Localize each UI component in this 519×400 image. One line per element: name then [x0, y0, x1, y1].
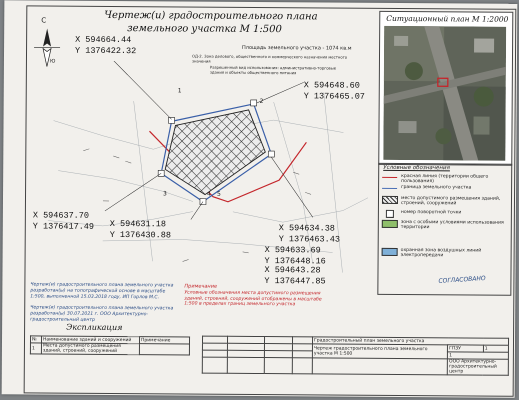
point-label: 5	[217, 190, 221, 198]
plan-sheet	[2, 0, 518, 398]
legend-item-label: граница земельного участка	[401, 184, 472, 191]
table-row	[30, 343, 189, 355]
legend-item-label: место допустимого размещения зданий, строений, сооружений	[400, 195, 501, 207]
permitted-use-label: Разрешенный вид использования: административно-торговые здания и объекты общественного питания	[209, 64, 337, 76]
title-block	[202, 336, 509, 376]
coord-x: X 594643.28	[264, 265, 321, 276]
red-note-title: Примечание	[184, 283, 218, 290]
south-label: Ю	[49, 58, 56, 65]
sheet-number: 1	[483, 345, 508, 352]
point-label: 4	[207, 190, 211, 198]
coord-y: Y 1376463.43	[278, 234, 340, 245]
coord-x: X 594633.69	[264, 245, 321, 256]
table-cell: Места допустимого размещения зданий, строений, сооружений	[41, 343, 139, 355]
situation-title: Ситуационный план М 1:2000	[386, 13, 509, 24]
north-label: С	[41, 16, 47, 25]
explication-table	[30, 335, 190, 355]
coord-y: Y 1376417.49	[32, 221, 95, 232]
legend-title: Условные обозначения	[383, 164, 450, 172]
legend-item	[379, 185, 509, 196]
point-label: 1	[177, 87, 182, 95]
coord-y: Y 1376422.32	[74, 45, 137, 57]
coord-y: Y 1376447.85	[264, 276, 326, 287]
red-line-swatch	[382, 177, 397, 178]
satellite-image	[383, 26, 506, 161]
legend-item	[379, 174, 509, 185]
legend	[377, 163, 512, 296]
zone-label: ОД-2. Зона делового, общественного и коммерческого назначения местного значения	[191, 53, 348, 64]
red-note-body: Условные обозначения места допустимого размещения зданий, строений, сооружений отображены в масштабе 1:500 в пределах границ земельного участка	[184, 290, 322, 308]
coord-x: X 594648.60	[303, 80, 360, 91]
legend-item-label: номер поворотной точки	[400, 209, 462, 216]
developer-note: Чертеж(и) градостроительного плана земельного участка разработан(ы) 30.07.2021 г. ООО Архитектурно-градостроительный центр	[30, 305, 174, 323]
legend-item	[379, 220, 509, 231]
coord-y: Y 1376465.07	[303, 91, 365, 102]
project-name: Градостроительный план земельного участка	[313, 337, 509, 345]
legend-item-label: зона с особыми условиями использования территории	[400, 219, 504, 231]
blue-zone-swatch	[382, 248, 398, 256]
drawing-title-line1: Чертеж(и) градостроительного плана	[104, 9, 318, 23]
approval-stamp: СОГЛАСОВАНО	[438, 274, 486, 285]
drawing-title-line2: земельного участка М 1:500	[127, 23, 282, 36]
point-label: 3	[163, 190, 167, 198]
point-label: 2	[259, 97, 264, 106]
coord-y: Y 1376430.88	[109, 229, 171, 241]
hatch-swatch	[382, 196, 398, 204]
coord-x: X 594664.44	[75, 34, 132, 46]
coord-x: X 594637.70	[32, 210, 90, 221]
header-cell: Наименование зданий и сооружений	[41, 336, 139, 344]
stage-cell: ГПЗУ	[448, 345, 484, 352]
coord-x: X 594631.18	[109, 218, 166, 230]
point-box-swatch	[386, 210, 394, 218]
sheet-count: 1	[448, 352, 509, 359]
header-cell: Примечание	[139, 337, 189, 344]
legend-item-label: охранная зона воздушных линий электропередачи	[400, 247, 482, 259]
coord-y: Y 1376448.16	[264, 256, 326, 267]
organization: ООО Архитектурно-градостроительный центр	[447, 359, 508, 375]
header-cell: №	[30, 336, 41, 343]
legend-item	[379, 196, 509, 207]
legend-item	[379, 248, 509, 259]
table-cell	[139, 344, 189, 355]
legend-item-label: красная линия (территории общего пользования)	[401, 173, 489, 185]
area-label: Площадь земельного участка - 1074 кв.м	[242, 44, 352, 52]
boundary-line-swatch	[382, 188, 397, 189]
green-zone-swatch	[382, 220, 398, 228]
explication-title: Экспликация	[66, 322, 123, 333]
situation-plan	[378, 11, 513, 166]
survey-note: Чертеж(и) градостроительного плана земельного участка разработан(ы) на топографической основе в масштабе 1:500, выполненной 15.03.2018 году, ИП Горлов М.С.	[30, 282, 174, 301]
sheet-name: Чертеж градостроительного плана земельного участка М 1:500	[312, 344, 447, 359]
table-cell: 1	[30, 343, 41, 354]
coord-x: X 594634.38	[278, 223, 335, 234]
